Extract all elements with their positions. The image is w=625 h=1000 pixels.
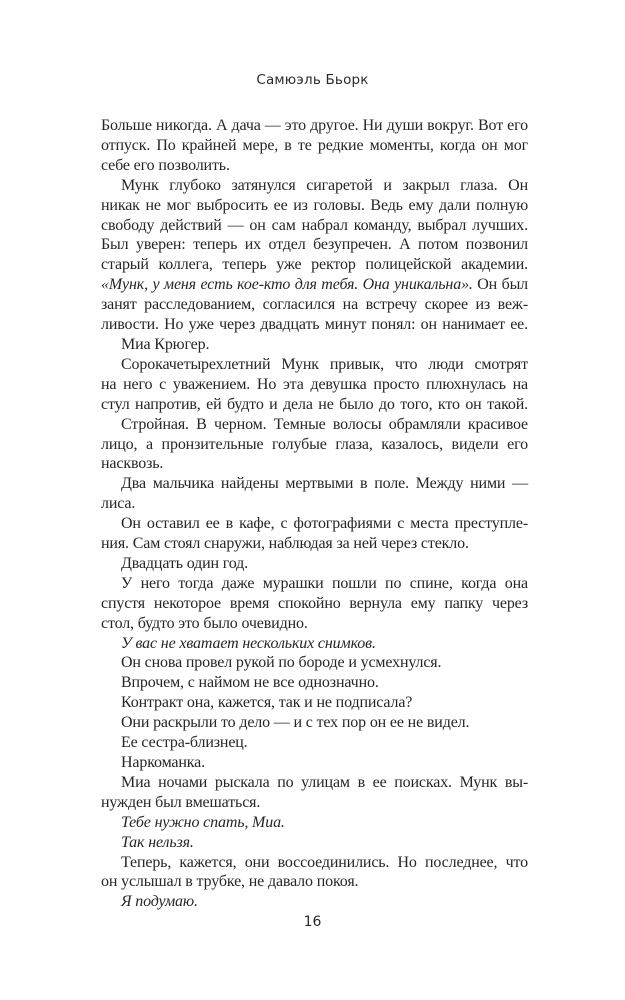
text-line xyxy=(101,355,528,375)
text-line xyxy=(101,594,528,614)
text-segment: Теперь, кажется, они воссоединились. Но последнее, что xyxy=(121,853,528,871)
text-line xyxy=(101,793,528,813)
text-line xyxy=(101,136,528,156)
text-segment: У него тогда даже мурашки пошли по спине, когда она xyxy=(121,574,528,592)
text-line xyxy=(101,494,528,514)
text-segment: Миа Крюгер. xyxy=(121,335,210,353)
text-segment: Наркоманка. xyxy=(121,754,205,771)
text-line xyxy=(101,116,528,136)
page-number: 16 xyxy=(303,914,322,930)
text-segment: занят расследованием, согласился на встречу скорее из веж- xyxy=(101,296,528,314)
text-line xyxy=(101,872,528,892)
text-segment: Миа ночами рыскала по улицам в ее поисках. Мунк вы- xyxy=(121,773,528,791)
text-segment: свободу действий — он сам набрал команду, выбрал лучших. xyxy=(101,216,528,234)
text-line xyxy=(101,255,528,275)
text-segment: себе его позволить. xyxy=(101,156,230,174)
text-line xyxy=(101,892,528,912)
text-line xyxy=(101,534,528,554)
text-line xyxy=(101,435,528,455)
text-segment: Он снова провел рукой по бороде и усмехнулся. xyxy=(121,654,442,672)
text-segment: нужден был вмешаться. xyxy=(101,793,261,811)
text-line xyxy=(101,275,528,295)
text-segment: Больше никогда. А дача — это другое. Ни души вокруг. Вот его xyxy=(101,117,528,134)
text-line xyxy=(101,713,528,733)
text-line xyxy=(101,733,528,753)
italic-text: «Мунк, у меня есть кое-кто для тебя. Она уникальна». xyxy=(101,276,473,294)
text-segment: стол, будто это было очевидно. xyxy=(101,614,308,632)
text-line xyxy=(101,614,528,634)
text-line xyxy=(101,653,528,673)
text-line xyxy=(101,853,528,873)
text-segment: отпуск. По крайней мере, в те редкие моменты, когда он мог xyxy=(101,136,528,154)
text-line xyxy=(101,753,528,773)
text-segment: Двадцать один год. xyxy=(121,554,248,572)
text-segment: он услышал в трубке, не давало покоя. xyxy=(101,873,359,891)
text-segment: старый коллега, теперь уже ректор полицейской академии. xyxy=(101,256,528,274)
text-segment: ливости. Но уже через двадцать минут понял: он нанимает ее. xyxy=(101,316,528,334)
text-line xyxy=(101,156,528,176)
text-segment: лицо, а пронзительные голубые глаза, казалось, видели его xyxy=(101,435,528,453)
text-segment: Он был xyxy=(472,276,529,294)
text-segment: Он оставил ее в кафе, с фотографиями с места преступле- xyxy=(121,515,528,533)
italic-text: Я подумаю. xyxy=(121,893,198,911)
text-segment: Стройная. В черном. Темные волосы обрамляли красивое xyxy=(121,415,528,433)
text-line xyxy=(101,833,528,853)
text-segment: Ее сестра-близнец. xyxy=(121,734,248,752)
running-header: Самюэль Бьорк xyxy=(256,72,369,88)
text-line xyxy=(101,196,528,216)
text-segment: насквозь. xyxy=(101,455,164,473)
text-line xyxy=(101,335,528,355)
body-text xyxy=(101,116,528,912)
text-segment: Они раскрыли то дело — и с тех пор он ее не видел. xyxy=(121,714,470,732)
text-line xyxy=(101,474,528,494)
text-line xyxy=(101,415,528,435)
text-segment: никак не мог выбросить ее из головы. Ведь ему дали полную xyxy=(101,196,528,214)
text-segment: лиса. xyxy=(101,495,136,513)
text-line xyxy=(101,315,528,335)
text-segment: стул напротив, ей будто и дела не было до того, кто он такой. xyxy=(101,395,528,413)
italic-text: Тебе нужно спать, Миа. xyxy=(121,813,285,831)
text-segment: Контракт она, кажется, так и не подписала? xyxy=(121,694,413,712)
text-line xyxy=(101,235,528,255)
text-segment: Два мальчика найдены мертвыми в поле. Между ними — xyxy=(121,475,528,493)
italic-text: У вас не хватает нескольких снимков. xyxy=(121,634,376,652)
text-line xyxy=(101,395,528,415)
text-line xyxy=(101,634,528,654)
text-line xyxy=(101,176,528,196)
text-segment: Сорокачетырехлетний Мунк привык, что люди смотрят xyxy=(121,355,528,373)
text-segment: на него с уважением. Но эта девушка просто плюхнулась на xyxy=(101,375,528,393)
text-segment: спустя некоторое время спокойно вернула ему папку через xyxy=(101,594,528,612)
text-line xyxy=(101,693,528,713)
text-segment: Впрочем, с наймом не все однозначно. xyxy=(121,674,379,692)
text-line xyxy=(101,773,528,793)
text-line xyxy=(101,673,528,693)
text-segment: Был уверен: теперь их отдел безупречен. А потом позвонил xyxy=(101,236,528,254)
text-line xyxy=(101,514,528,534)
text-line xyxy=(101,554,528,574)
text-segment: ния. Сам стоял снаружи, наблюдая за ней через стекло. xyxy=(101,535,469,553)
text-line xyxy=(101,295,528,315)
text-line xyxy=(101,813,528,833)
text-line xyxy=(101,574,528,594)
text-line xyxy=(101,454,528,474)
text-line xyxy=(101,216,528,236)
italic-text: Так нельзя. xyxy=(121,833,194,851)
text-line xyxy=(101,375,528,395)
text-segment: Мунк глубоко затянулся сигаретой и закрыл глаза. Он xyxy=(121,176,528,194)
